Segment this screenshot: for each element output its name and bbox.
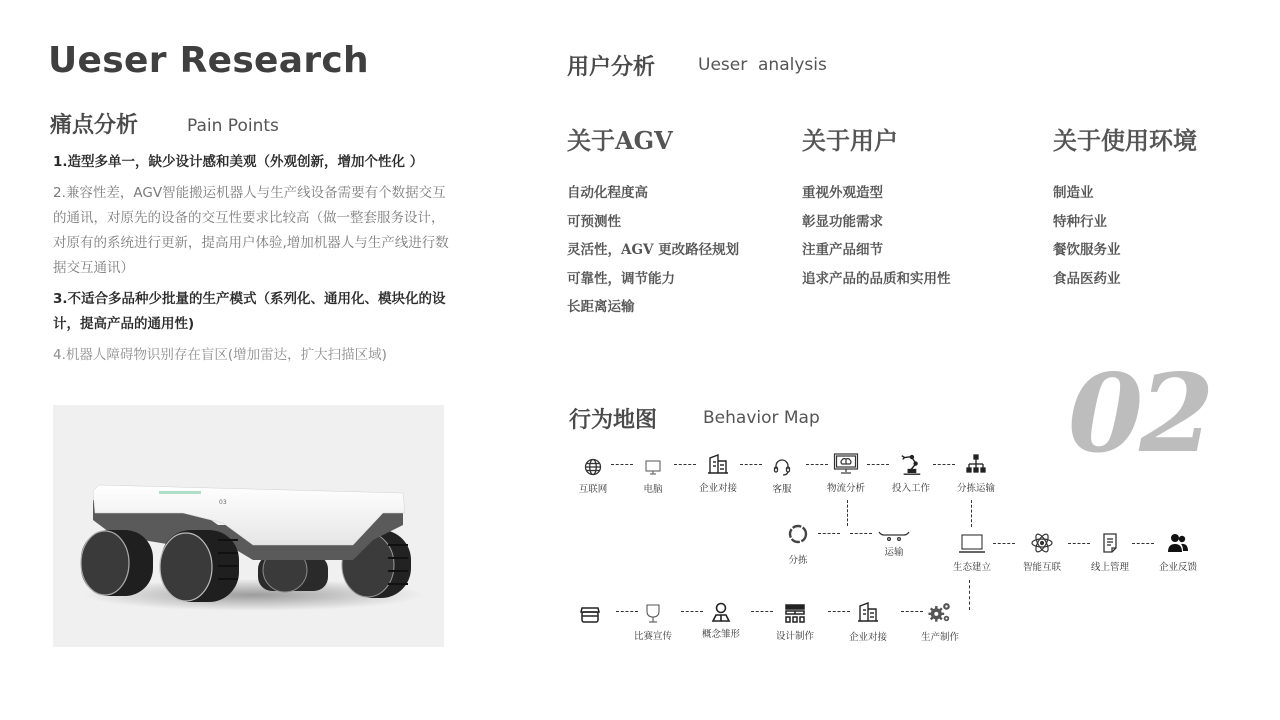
- node-label: 运输: [884, 547, 904, 558]
- node-label: 线上管理: [1090, 562, 1129, 573]
- atom-icon: [1030, 531, 1054, 555]
- node-label: 分拣: [788, 555, 808, 566]
- node-computer: [623, 455, 683, 495]
- agv-attribute: 可预测性: [567, 213, 621, 230]
- node-online-management: [1080, 531, 1140, 573]
- node-sorting: [768, 522, 828, 566]
- node-label: 物流分析: [826, 483, 865, 494]
- node-customer-service: [752, 455, 812, 495]
- node-ecosystem: [942, 531, 1002, 573]
- user-attribute: 注重产品细节: [802, 242, 883, 259]
- behavior-map-title-cn: 行为地图: [569, 408, 658, 433]
- agv-attribute: 灵活性，AGV 更改路径规划: [567, 242, 740, 259]
- brain-monitor-icon: [832, 452, 860, 476]
- node-label: 电脑: [643, 484, 663, 495]
- globe-icon: [581, 455, 605, 479]
- node-enterprise-2: [838, 600, 898, 643]
- node-label: 生产制作: [920, 632, 959, 643]
- robot-badge: 03: [219, 499, 227, 506]
- node-label: 客服: [772, 484, 792, 495]
- node-design-production: [765, 602, 825, 642]
- node-concept-prototype: [691, 600, 751, 640]
- node-label: 企业对接: [848, 632, 887, 643]
- column-heading-environment: 关于使用环境: [1053, 126, 1197, 155]
- node-store: [560, 602, 620, 626]
- node-sort-transport: [946, 452, 1006, 494]
- section-number: 02: [1068, 351, 1211, 477]
- node-enterprise: [688, 452, 748, 494]
- behavior-map-title-en: Behavior Map: [703, 408, 820, 428]
- headset-icon: [770, 455, 794, 479]
- connector: [971, 500, 972, 527]
- connector: [818, 533, 840, 534]
- user-analysis-title-en: Ueser analysis: [698, 55, 827, 75]
- user-attribute: 重视外观造型: [802, 185, 883, 201]
- node-deploy-work: [881, 452, 941, 494]
- node-label: 互联网: [578, 484, 608, 495]
- connector: [847, 500, 848, 526]
- skateboard-icon: [877, 524, 911, 544]
- monitor-icon: [641, 455, 665, 479]
- hierarchy-icon: [964, 452, 988, 476]
- environment-item: 餐饮服务业: [1053, 242, 1121, 259]
- users-icon: [1166, 531, 1190, 555]
- layout-icon: [783, 602, 807, 626]
- environment-item: 食品医药业: [1053, 270, 1121, 287]
- pain-point-4: 4.机器人障碍物识别存在盲区(增加雷达，扩大扫描区域): [53, 347, 387, 363]
- store-icon: [578, 602, 602, 626]
- building-icon: [706, 452, 730, 476]
- node-manufacturing: [910, 600, 970, 643]
- node-smart-connect: [1012, 531, 1072, 573]
- environment-item: 特种行业: [1053, 213, 1107, 230]
- environment-item: 制造业: [1053, 185, 1094, 201]
- pain-point-2: 2.兼容性差，AGV智能搬运机器人与生产线设备需要有个数据交互的通讯，对原先的设备的交互性要求比较高（做一整套服务设计，对原有的系统进行更新，提高用户体验,增加机器人与生产线进行数据交互通讯）: [53, 185, 449, 276]
- node-transport: [864, 524, 924, 558]
- pain-point-3: 3.不适合多品种少批量的生产模式（系列化、通用化、模块化的设计，提高产品的通用性): [53, 291, 446, 332]
- node-label: 企业对接: [698, 483, 737, 494]
- laptop-icon: [958, 531, 986, 555]
- person-icon: [709, 600, 733, 624]
- gears-icon: [926, 600, 954, 624]
- column-heading-user: 关于用户: [802, 126, 898, 155]
- node-label: 分拣运输: [956, 483, 995, 494]
- agv-attribute: 自动化程度高: [567, 185, 648, 201]
- node-competition-promo: [623, 602, 683, 642]
- user-attribute: 追求产品的品质和实用性: [802, 270, 951, 287]
- trophy-icon: [641, 602, 665, 626]
- circle-loop-icon: [786, 522, 810, 546]
- node-label: 投入工作: [891, 483, 930, 494]
- node-label: 比赛宣传: [633, 631, 672, 642]
- robot-arm-icon: [897, 452, 925, 476]
- node-internet: [563, 455, 623, 495]
- node-label: 生态建立: [952, 562, 991, 573]
- node-label: 企业反馈: [1158, 562, 1197, 573]
- user-attribute: 彰显功能需求: [802, 213, 883, 230]
- pain-point-1: 1.造型多单一，缺少设计感和美观（外观创新，增加个性化 ）: [53, 154, 424, 170]
- node-logistics-analysis: [816, 452, 876, 494]
- pain-points-title-en: Pain Points: [187, 116, 279, 136]
- pain-points-title-cn: 痛点分析: [50, 113, 139, 138]
- column-heading-agv: 关于AGV: [567, 126, 673, 155]
- building-icon: [856, 600, 880, 624]
- document-icon: [1098, 531, 1122, 555]
- page-title: Ueser Research: [48, 40, 369, 81]
- user-analysis-title-cn: 用户分析: [567, 55, 656, 80]
- agv-attribute: 可靠性，调节能力: [567, 270, 675, 287]
- node-label: 智能互联: [1022, 562, 1061, 573]
- node-label: 概念雏形: [701, 629, 740, 640]
- agv-attribute: 长距离运输: [567, 299, 635, 316]
- node-label: 设计制作: [775, 631, 814, 642]
- node-enterprise-feedback: [1148, 531, 1208, 573]
